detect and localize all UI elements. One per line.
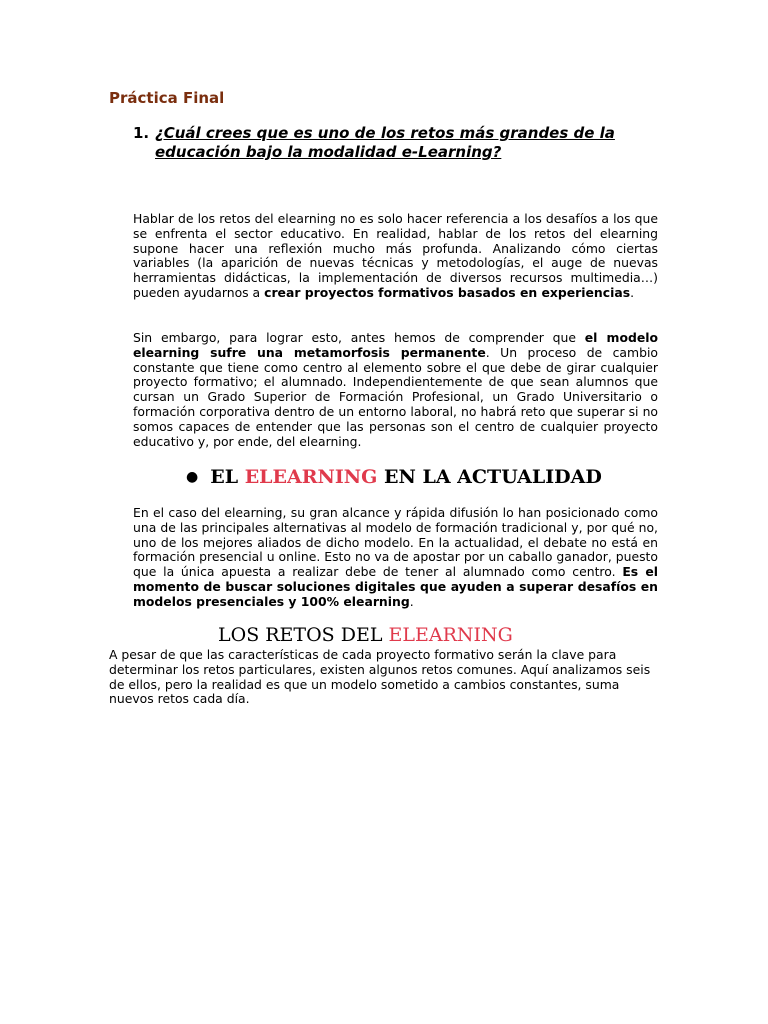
paragraph-end: .	[409, 593, 414, 609]
heading-part-1: LOS RETOS DEL	[218, 624, 389, 646]
paragraph-text: En el caso del elearning, su gran alcance y rápida difusión lo han posicionado como una de las principales alternativas al modelo de formación tradicional y, por qué no, uno de los mejores aliados de dicho modelo. En la actualidad, el debate no está en formación presencial u online. Esto no va de apostar por un caballo ganador, puesto que la única apuesta a realizar debe de tener al alumnado como centro.	[133, 505, 658, 580]
paragraph-text: Sin embargo, para lograr esto, antes hemos de comprender que	[133, 330, 585, 345]
heading-highlight: ELEARNING	[388, 624, 513, 646]
paragraph-bold: crear proyectos formativos basados en experiencias	[264, 284, 631, 300]
paragraph-end: .	[630, 284, 635, 300]
heading-highlight: ELEARNING	[244, 466, 378, 488]
paragraph-bold: Es el momento de buscar soluciones digitales que ayuden a superar desafíos en modelos presenciales y 100% elearning	[133, 564, 658, 609]
paragraph-intro	[133, 212, 658, 301]
paragraph-end: . Un proceso de cambio constante que tiene como centro al elemento sobre el que debe de girar cualquier proyecto formativo; el alumnado. Independientemente de que sean alumnos que cursan un Grado Superior de Formación Profesional, un Grado Universitario o formación corporativa dentro de un entorno laboral, no habrá reto que superar si no somos capaces de entender que las personas son el centro de cualquier proyecto educativo y, por ende, del elearning.	[133, 344, 658, 449]
paragraph-metamorphosis	[133, 331, 658, 449]
paragraph-text: Hablar de los retos del elearning no es solo hacer referencia a los desafíos a los que se enfrenta el sector educativo. En realidad, hablar de los retos del elearning supone hacer una reflexión mucho más profunda. Analizando cómo ciertas variables (la aparición de nuevas técnicas y metodologías, el auge de nuevas herramientas didácticas, la implementación de diversos recursos multimedia…) pueden ayudarnos a	[133, 211, 658, 300]
paragraph-actualidad	[133, 506, 658, 610]
heading-part-2: EN LA ACTUALIDAD	[377, 466, 602, 488]
section-heading-actualidad	[186, 466, 602, 488]
bullet-icon: ●	[186, 469, 199, 485]
question-line-1: ¿Cuál crees que es uno de los retos más grandes de la	[155, 124, 615, 142]
question-number: 1.	[133, 124, 150, 142]
page-title: Práctica Final	[109, 89, 225, 107]
question	[133, 124, 653, 162]
paragraph-retos: A pesar de que las características de cada proyecto formativo serán la clave para determinar los retos particulares, existen algunos retos comunes. Aquí analizamos seis de ellos, pero la realidad es que un modelo sometido a cambios constantes, suma nuevos retos cada día.	[109, 647, 651, 707]
heading-retos	[218, 624, 513, 646]
heading-part-1: EL	[210, 466, 245, 488]
question-line-2: educación bajo la modalidad e-Learning?	[155, 143, 502, 161]
paragraph-bold: el modelo elearning sufre una metamorfosis permanente	[133, 330, 659, 360]
